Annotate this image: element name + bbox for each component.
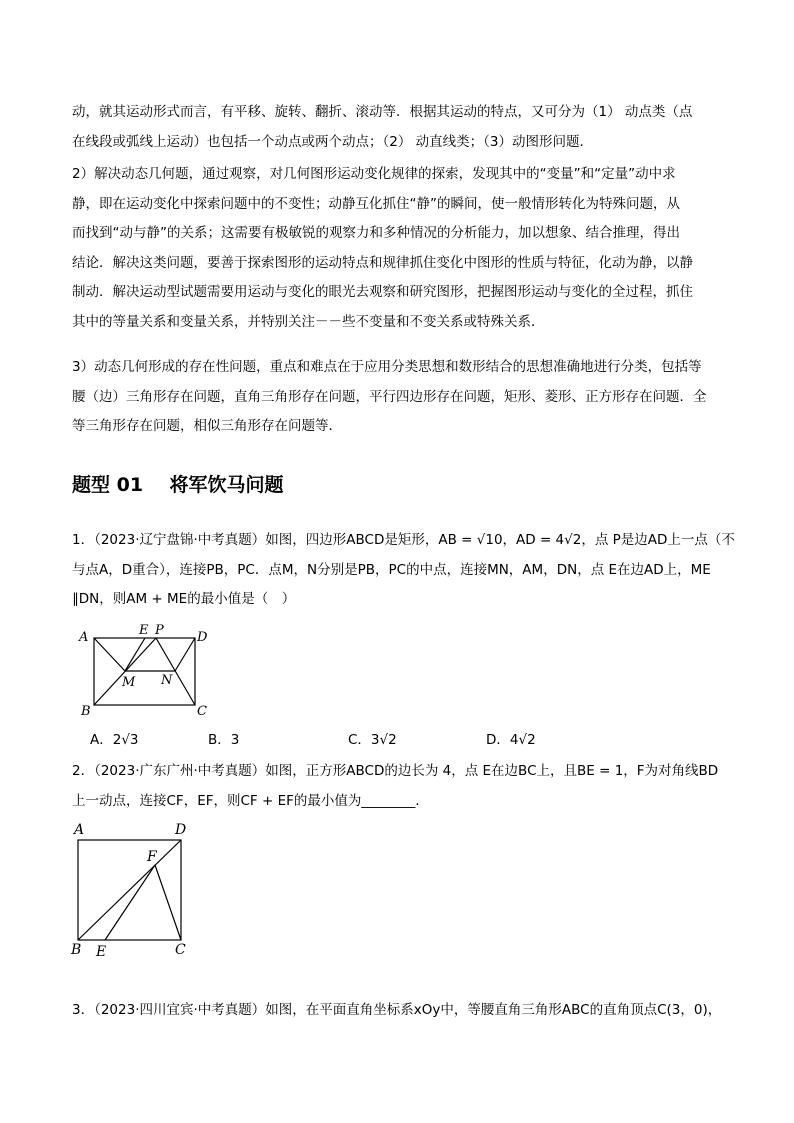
text-line: 而找到“动与静”的关系；这需要有极敏锐的观察力和多种情况的分析能力，加以想象、结合推理，得出	[72, 225, 680, 241]
figure-label: D	[175, 822, 187, 838]
figure-label: C	[197, 704, 207, 718]
figure-label: B	[71, 942, 82, 958]
figure-label: D	[197, 630, 208, 645]
diagonal-bd	[78, 840, 181, 940]
question-2-text	[72, 757, 724, 816]
question-2-figure	[68, 818, 208, 963]
figure-label: C	[175, 942, 186, 958]
choice-c[interactable]: C．3√2	[348, 732, 397, 748]
text-line: 等三角形存在问题，相似三角形存在问题等．	[72, 418, 342, 434]
segment-cf	[155, 865, 181, 940]
figure-label: A	[79, 630, 89, 645]
question-1-figure	[72, 618, 222, 718]
segment-me	[125, 638, 145, 671]
text-line: 静，即在运动变化中探索问题中的不变性；动静互化抓住“静”的瞬间，使一般情形转化为特殊问题，从	[72, 195, 680, 212]
figure-label: E	[96, 944, 107, 960]
segment-dn	[175, 638, 195, 671]
text-line: 3．（2023·四川宜宾·中考真题）如图，在平面直角坐标系xOy中，等腰直角三角形ABC的直角顶点C(3，0)，	[72, 1002, 722, 1018]
question-1-text	[72, 526, 735, 615]
text-line: 动，就其运动形式而言，有平移、旋转、翻折、滚动等．根据其运动的特点，又可分为（1） 动点类（点	[72, 104, 693, 120]
intro-paragraph-3	[72, 353, 724, 442]
question-3-text	[72, 996, 724, 1026]
text-line: 上一动点，连接CF，EF，则CF + EF的最小值为________．	[72, 792, 429, 809]
figure-label: F	[147, 849, 157, 865]
text-line: 2）解决动态几何题，通过观察，对几何图形运动变化规律的探索，发现其中的“变量”和“定量”动中求	[72, 166, 676, 182]
figure-label: P	[155, 623, 164, 638]
text-line: ∥DN，则AM + ME的最小值是（ ）	[72, 591, 296, 607]
text-line: 2．（2023·广东广州·中考真题）如图，正方形ABCD的边长为 4，点 E在边BC上，且BE = 1，F为对角线BD	[72, 763, 719, 779]
figure-label: E	[139, 623, 149, 638]
figure-label: B	[81, 704, 91, 718]
choice-a[interactable]: A．2√3	[90, 732, 139, 748]
figure-label: N	[161, 673, 173, 688]
text-line: 1．（2023·辽宁盘锦·中考真题）如图，四边形ABCD是矩形，AB = √10，AD = 4√2，点 P是边AD上一点（不	[72, 532, 735, 548]
intro-paragraph-1	[72, 98, 724, 157]
figure-label: A	[74, 822, 85, 838]
segment-am	[94, 638, 125, 671]
text-line: 其中的等量关系和变量关系，并特别关注－－些不变量和不变关系或特殊关系．	[72, 313, 545, 330]
choice-b[interactable]: B．3	[208, 732, 240, 748]
segment-ef	[105, 865, 155, 940]
text-line: 在线段或弧线上运动）也包括一个动点或两个动点；（2） 动直线类；（3）动图形问题．	[72, 133, 593, 150]
text-line: 结论．解决这类问题，要善于探索图形的运动特点和规律抓住变化中图形的性质与特征，化动为静，以静	[72, 254, 693, 271]
section-title: 题型 01 将军饮马问题	[72, 474, 284, 496]
text-line: 制动．解决运动型试题需要用运动与变化的眼光去观察和研究图形，把握图形运动与变化的全过程，抓住	[72, 284, 693, 300]
choice-d[interactable]: D．4√2	[486, 732, 536, 748]
text-line: 腰（边）三角形存在问题，直角三角形存在问题，平行四边形存在问题，矩形、菱形、正方形存在问题．全	[72, 388, 707, 405]
intro-paragraph-2	[72, 160, 724, 337]
text-line: 与点A，D重合），连接PB，PC．点M，N分别是PB，PC的中点，连接MN，AM，DN，点 E在边AD上，ME	[72, 561, 711, 578]
text-line: 3）动态几何形成的存在性问题，重点和难点在于应用分类思想和数形结合的思想准确地进行分类，包括等	[72, 359, 702, 375]
figure-label: M	[122, 675, 136, 690]
